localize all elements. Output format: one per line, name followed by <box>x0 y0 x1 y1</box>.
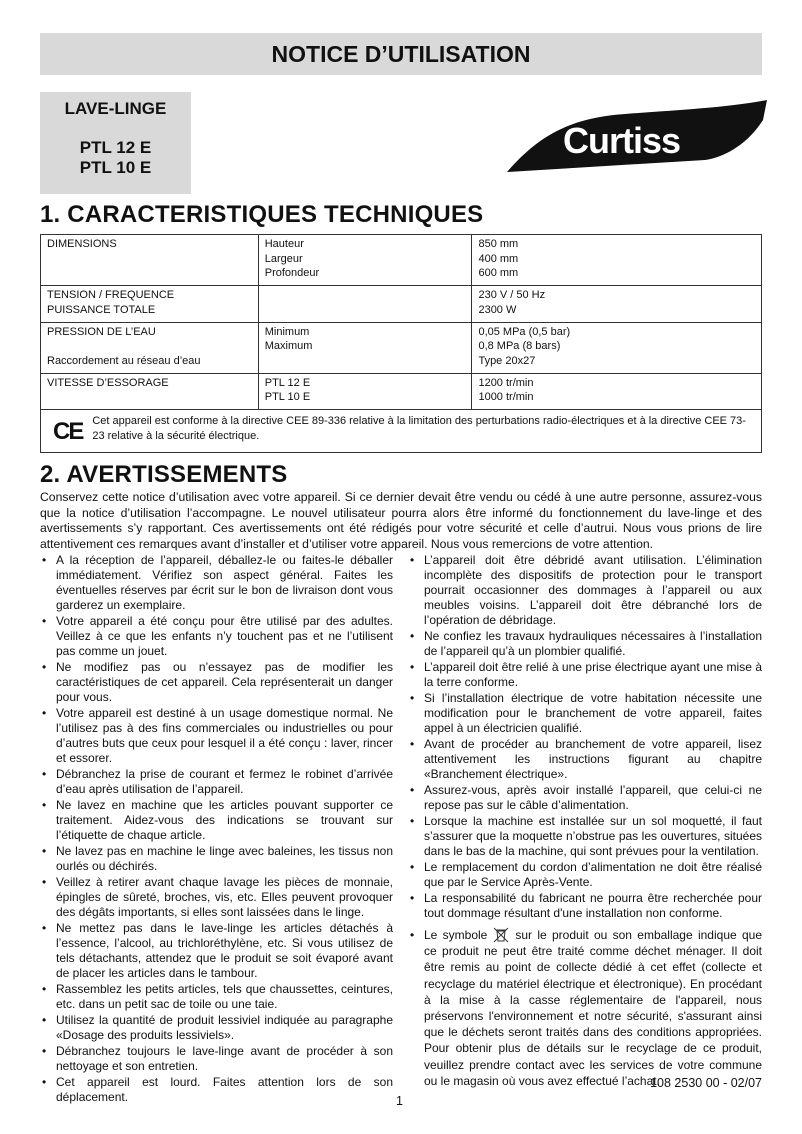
spec-detail: Maximum <box>264 340 313 353</box>
model-name: PTL 10 E <box>79 158 152 177</box>
spec-label: PRESSION DE L’EAU <box>47 325 156 338</box>
spec-detail: Profondeur <box>264 267 320 280</box>
warnings-right-column <box>408 553 762 1090</box>
spec-label-cell <box>41 322 259 373</box>
list-item: • Votre appareil a été conçu pour être utilisé par des adultes. Veillez à ce que les enfants n’y touchent pas et ne l’utilisent pas comme un jouet. <box>40 614 393 659</box>
svg-text:Curtiss: Curtiss <box>563 120 681 161</box>
list-item: • Rassemblez les petits articles, tels que chaussettes, ceintures, etc. dans un petit sac de toile ou une taie. <box>40 982 393 1012</box>
spec-label: DIMENSIONS <box>47 238 117 250</box>
spec-label-cell <box>41 373 259 409</box>
specs-table <box>40 234 762 453</box>
spec-label: VITESSE D’ESSORAGE <box>47 376 169 389</box>
spec-detail-cell <box>258 373 472 409</box>
spec-value: 1000 tr/min <box>478 391 534 404</box>
spec-value-cell <box>472 235 762 286</box>
spec-value-cell <box>472 373 762 409</box>
ce-mark-icon: CE <box>53 418 83 446</box>
spec-label-cell <box>41 286 259 322</box>
product-box <box>40 92 191 194</box>
list-item: • Veillez à retirer avant chaque lavage les pièces de monnaie, épingles de sûreté, broches, vis, etc. Elles peuvent provoquer des dégâts importants, si elles sont laissées dans le linge. <box>40 875 393 920</box>
spec-value: 230 V / 50 Hz <box>478 289 546 302</box>
list-item: • Débranchez la prise de courant et fermez le robinet d’arrivée d’eau après utilisation de l’appareil. <box>40 767 393 797</box>
spec-value-cell <box>472 286 762 322</box>
list-item: • Ne lavez en machine que les articles pouvant supporter ce traitement. Aidez-vous des indications se trouvant sur l’étiquette de chaque article. <box>40 798 393 843</box>
list-item: • Le remplacement du cordon d’alimentation ne doit être réalisé que par le Service Après-Vente. <box>408 860 762 890</box>
spec-detail-cell <box>258 235 472 286</box>
spec-value: 600 mm <box>478 267 519 280</box>
spec-detail: Minimum <box>264 325 310 338</box>
spec-row <box>41 235 762 286</box>
spec-detail: Largeur <box>264 252 303 265</box>
spec-value: 400 mm <box>478 252 519 265</box>
spec-value: Type 20x27 <box>478 354 536 367</box>
spec-row <box>41 322 762 373</box>
list-item: • Ne lavez pas en machine le linge avec baleines, les tissus non ourlés ou déchirés. <box>40 844 393 874</box>
spec-detail-cell <box>258 286 472 322</box>
spec-label <box>47 339 252 354</box>
spec-value: 0,05 MPa (0,5 bar) <box>478 325 571 338</box>
list-item: • La responsabilité du fabricant ne pourra être recherchée pour tout dommage résultant d'une installation non conforme. <box>408 891 762 921</box>
curtiss-logo <box>505 100 767 174</box>
list-item: • Cet appareil est lourd. Faites attention lors de son déplacement. <box>40 1075 393 1105</box>
spec-label: TENSION / FREQUENCE <box>47 289 175 302</box>
page-title: NOTICE D’UTILISATION <box>40 33 762 75</box>
page-number: 1 <box>396 1094 403 1108</box>
list-item: • Utilisez la quantité de produit lessiviel indiquée au paragraphe «Dosage des produits lessiviels». <box>40 1013 393 1043</box>
spec-value: 0,8 MPa (8 bars) <box>478 340 561 353</box>
model-name: PTL 12 E <box>79 138 152 157</box>
list-item: • Le symbole sur le produit ou son emballage indique que ce produit ne peut être traité comme déchet ménager. Il doit être remis au point de collecte dédié à cet effet (collecte et recyclage du matériel électrique et électronique). En procédant à la mise à la casse réglementaire de l'appareil, nous préservons l'environnement et notre sécurité, s'assurant ainsi que le déchets seront traités dans des conditions appropriées. Pour obtenir plus de détails sur le recyclage de ce produit, veuillez prendre contact avec les services de votre commune ou le magasin où vous avez effectué l’achat. <box>408 927 762 1089</box>
spec-value: 850 mm <box>478 238 519 250</box>
spec-label-cell <box>41 235 259 286</box>
list-item: • Lorsque la machine est installée sur un sol moquetté, il faut s’assurer que la moquette n’obstrue pas les ouvertures, situées dans le bas de la machine, qui sont prévues pour la ventilation. <box>408 814 762 859</box>
spec-detail: PTL 10 E <box>264 391 311 404</box>
list-item: • Votre appareil est destiné à un usage domestique normal. Ne l’utilisez pas à des fins commerciales ou industrielles ou pour d’autres buts que ceux pour lesquel il a été conçu : laver, rincer et essorer. <box>40 706 393 766</box>
warnings-left-column <box>40 553 393 1106</box>
ce-text: Cet appareil est conforme à la directive CEE 89-336 relative à la limitation des perturbations radio-électriques et à la directive CEE 73-23 relative à la sécurité électrique. <box>92 415 746 442</box>
section-heading-warnings: 2. AVERTISSEMENTS <box>40 461 288 488</box>
product-type: LAVE-LINGE <box>64 99 167 118</box>
spec-label: PUISSANCE TOTALE <box>47 303 156 316</box>
spec-detail: Hauteur <box>264 238 304 250</box>
spec-value: 1200 tr/min <box>478 376 534 389</box>
document-reference: 108 2530 00 - 02/07 <box>650 1076 762 1090</box>
ce-row <box>41 410 762 453</box>
list-item: • Ne confiez les travaux hydrauliques nécessaires à l’installation de l’appareil qu’à un plombier qualifié. <box>408 629 762 659</box>
spec-row <box>41 373 762 409</box>
warnings-intro: Conservez cette notice d’utilisation avec votre appareil. Si ce dernier devait être vendu ou cédé à une autre personne, assurez-vous que la notice d’utilisation l’accompagne. Le nouvel utilisateur pourra alors être informé du fonctionnement du lave-linge et des avertissements s’y rapportant. Ces avertissements ont été rédigés pour votre sécurité et celle d’autrui. Nous vous prions de lire attentivement ces remarques avant d’installer et d’utiliser votre appareil. Nous vous remercions de votre attention. <box>40 490 762 551</box>
crossed-bin-icon <box>493 927 509 943</box>
list-item: • L’appareil doit être relié à une prise électrique ayant une mise à la terre conforme. <box>408 660 762 690</box>
spec-detail: PTL 12 E <box>264 376 311 389</box>
list-item: • Ne modifiez pas ou n’essayez pas de modifier les caractéristiques de cet appareil. Cela représenterait un danger pour vous. <box>40 660 393 705</box>
spec-value-cell <box>472 322 762 373</box>
list-item: • Si l’installation électrique de votre habitation nécessite une modification pour le branchement de votre appareil, faites appel à un électricien qualifié. <box>408 691 762 736</box>
spec-detail-cell <box>258 322 472 373</box>
list-item: • Avant de procéder au branchement de votre appareil, lisez attentivement les instructions figurant au chapitre «Branchement électrique». <box>408 737 762 782</box>
list-item: • Ne mettez pas dans le lave-linge les articles détachés à l’essence, l’alcool, au trichloréthylène, etc. Si vous utilisez de tels détachants, attendez que le produit se soit évaporé avant de placer les articles dans le tambour. <box>40 921 393 981</box>
list-item: • Débranchez toujours le lave-linge avant de procéder à son nettoyage et son entretien. <box>40 1044 393 1074</box>
list-item: • A la réception de l’appareil, déballez-le ou faites-le déballer immédiatement. Vérifiez son aspect général. Faites les éventuelles réserves par écrit sur le bon de livraison dont vous garderez un exemplaire. <box>40 553 393 613</box>
list-item: • L’appareil doit être débridé avant utilisation. L’élimination incomplète des dispositifs de protection pour le transport pourrait occasionner des dommages à l’appareil ou aux meubles voisins. L’appareil doit être débranché lors de l’opération de débridage. <box>408 553 762 628</box>
spec-row <box>41 286 762 322</box>
list-item: • Assurez-vous, après avoir installé l’appareil, que celui-ci ne repose pas sur le câble d’alimentation. <box>408 783 762 813</box>
spec-value: 2300 W <box>478 303 517 316</box>
section-heading-specs: 1. CARACTERISTIQUES TECHNIQUES <box>40 201 484 228</box>
spec-label: Raccordement au réseau d’eau <box>47 354 201 367</box>
